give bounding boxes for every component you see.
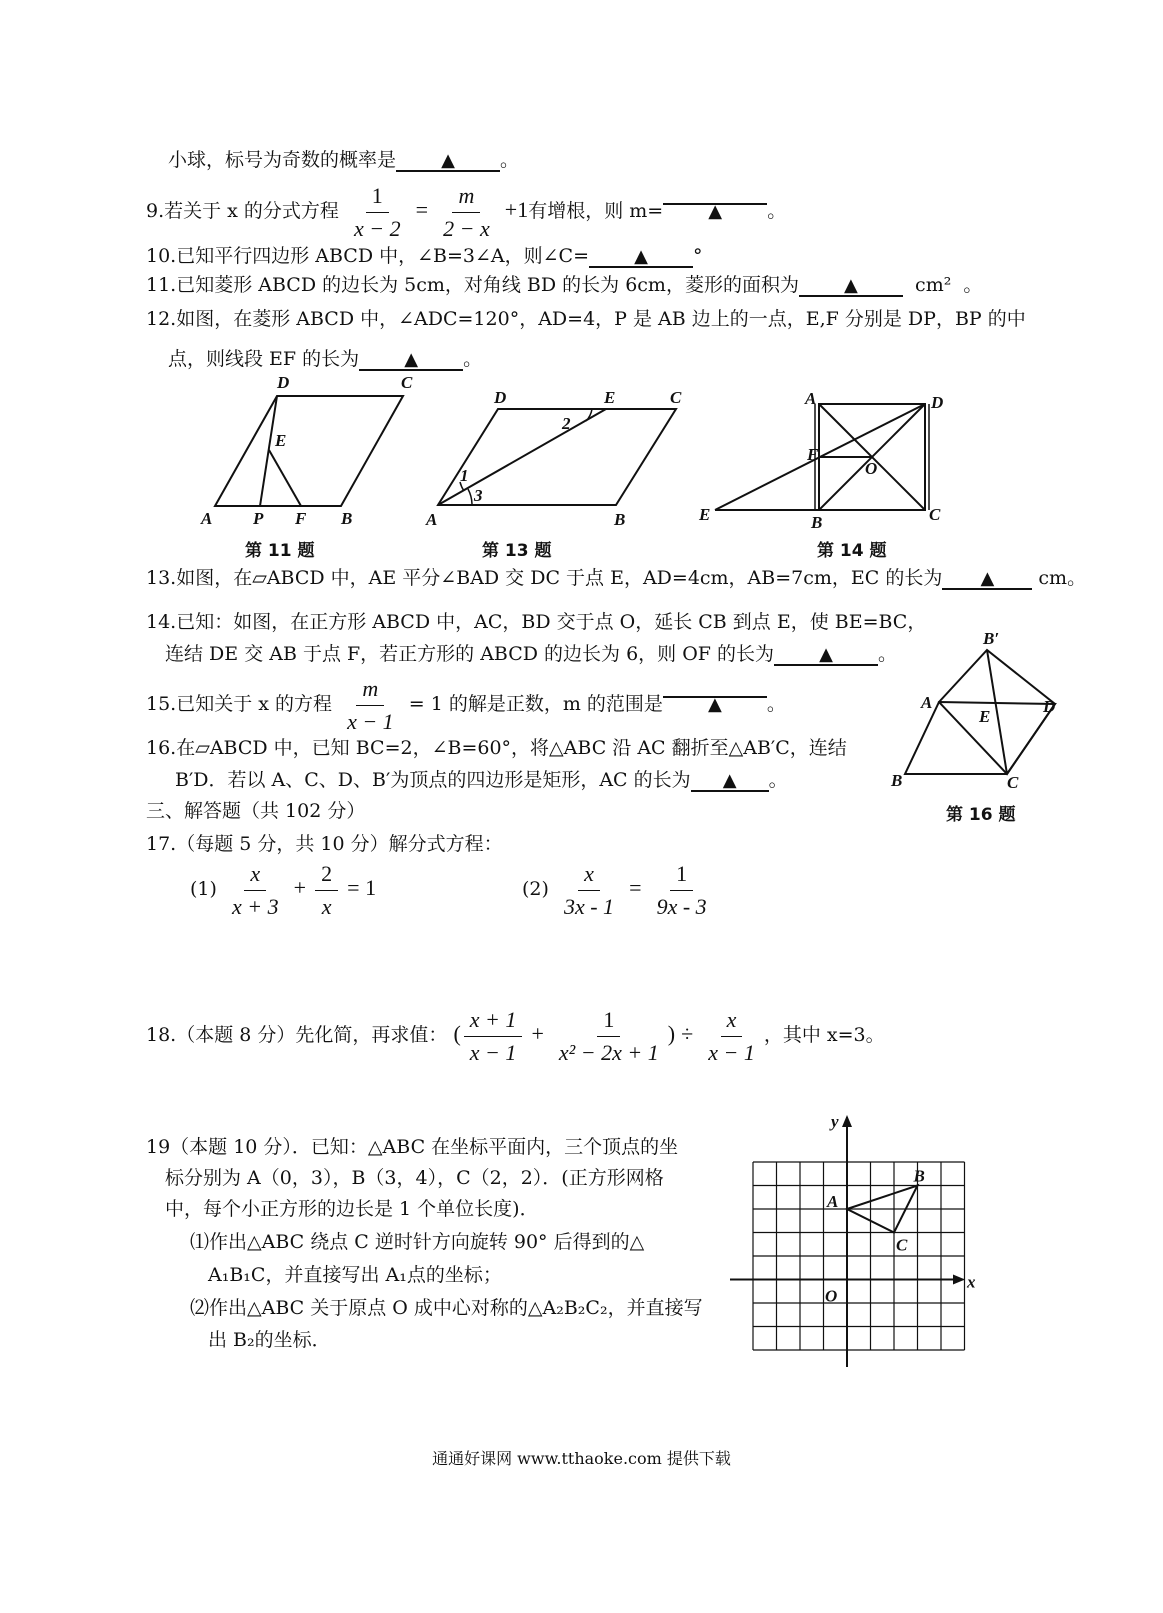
fraction: $\frac{m}{x - 1}$ xyxy=(347,675,394,734)
question-12-line2: 点，则线段 EF 的长为 ▲ 。 xyxy=(168,348,483,370)
caption-figure-16: 第 16 题 xyxy=(946,805,1016,825)
label-A: A xyxy=(426,510,438,529)
label-B: B xyxy=(811,513,823,532)
label-F: F xyxy=(807,445,819,464)
label-D: D xyxy=(931,393,944,412)
question-17-1: (1) $\frac{x}{x + 3}$ + $\frac{2}{x}$ = 1 xyxy=(190,860,377,919)
q8-continuation: 小球，标号为奇数的概率是 ▲ 。 xyxy=(168,149,520,171)
question-19-line1: 19（本题 10 分）．已知：△ABC 在坐标平面内，三个顶点的坐 xyxy=(146,1136,679,1158)
label-O: O xyxy=(825,1286,838,1306)
section-3-heading: 三、解答题（共 102 分） xyxy=(146,800,366,822)
answer-blank: ▲ xyxy=(663,181,767,205)
label-E: E xyxy=(979,707,991,726)
question-16-line1: 16.在▱ABCD 中，已知 BC=2，∠B=60°，将△ABC 沿 AC 翻折至△AB′C，连结 xyxy=(146,737,847,759)
question-19-part1-line1: ⑴作出△ABC 绕点 C 逆时针方向旋转 90° 后得到的△ xyxy=(190,1231,645,1253)
question-14-line1: 14.已知：如图，在正方形 ABCD 中，AC，BD 交于点 O，延长 CB 到点 E，使 BE=BC， xyxy=(146,611,927,633)
figure-11 xyxy=(195,372,425,532)
label-B: B xyxy=(913,1166,925,1186)
label-E: E xyxy=(275,431,287,450)
question-17: 17.（每题 5 分，共 10 分）解分式方程： xyxy=(146,833,503,855)
label-y: y xyxy=(831,1112,839,1131)
label-O: O xyxy=(865,459,878,478)
answer-blank: ▲ xyxy=(396,148,500,172)
question-18: 18.（本题 8 分）先化简，再求值： ( $\frac{x + 1}{x - 1}$ + $\frac{1}{\text{x² − 2x + 1}}$ ) ÷ $\frac{x}{x - 1}$ ，其中 x=3。 xyxy=(146,1006,885,1065)
label-B-prime: B′ xyxy=(983,629,1000,648)
label-B: B xyxy=(614,510,626,529)
question-19-part1-line2: A₁B₁C，并直接写出 A₁点的坐标； xyxy=(208,1264,502,1286)
label-A: A xyxy=(201,509,213,528)
label-P: P xyxy=(253,509,264,528)
caption-figure-13: 第 13 题 xyxy=(482,541,552,561)
label-D: D xyxy=(1043,697,1056,716)
label-D: D xyxy=(494,388,507,407)
fraction: $\frac{m}{2 - x}$ xyxy=(443,182,490,241)
label-E: E xyxy=(699,505,711,524)
question-15: 15.已知关于 x 的方程 $\frac{m}{x - 1}$ = 1 的解是正数，m 的范围是 ▲ 。 xyxy=(146,675,786,734)
question-11: 11.已知菱形 ABCD 的边长为 5cm，对角线 BD 的长为 6cm，菱形的面积为 ▲ cm² 。 xyxy=(146,274,983,296)
question-14-line2: 连结 DE 交 AB 于点 F，若正方形的 ABCD 的边长为 6，则 OF 的长为 ▲ 。 xyxy=(165,643,898,665)
question-12-line1: 12.如图，在菱形 ABCD 中，∠ADC=120°，AD=4，P 是 AB 边上的一点，E,F 分别是 DP，BP 的中 xyxy=(146,308,1026,330)
figure-13 xyxy=(420,385,700,535)
label-A: A xyxy=(921,693,933,712)
fraction: $\frac{1}{x - 2}$ xyxy=(353,182,401,241)
label-x: x xyxy=(967,1272,976,1292)
label-C: C xyxy=(896,1235,908,1255)
label-angle-1: 1 xyxy=(460,466,469,485)
label-angle-2: 2 xyxy=(562,414,571,433)
caption-figure-14: 第 14 题 xyxy=(817,541,887,561)
label-D: D xyxy=(277,373,290,392)
label-F: F xyxy=(295,509,307,528)
label-B: B xyxy=(341,509,353,528)
label-C: C xyxy=(1007,773,1019,792)
x-axis-arrow xyxy=(953,1275,965,1285)
question-17-2: (2) $\frac{x}{3x - 1}$ = $\frac{1}{9x - 3}$ xyxy=(522,860,707,919)
question-19-line2: 标分别为 A（0，3），B（3，4），C（2，2）．(正方形网格 xyxy=(165,1167,664,1189)
question-9: 9.若关于 x 的分式方程 $\frac{1}{x - 2}$ = $\frac{m}{2 - x}$ +1有增根，则 m= ▲ 。 xyxy=(146,182,787,241)
question-19-part2-line1: ⑵作出△ABC 关于原点 O 成中心对称的△A₂B₂C₂，并直接写 xyxy=(190,1297,703,1319)
figure-16 xyxy=(885,628,1070,793)
y-axis-arrow xyxy=(842,1115,852,1127)
page-footer: 通通好课网 www.tthaoke.com 提供下载 xyxy=(432,1449,731,1468)
label-A: A xyxy=(827,1192,839,1211)
question-19-part2-line2: 出 B₂的坐标． xyxy=(208,1329,331,1351)
label-C: C xyxy=(401,373,413,392)
question-19-line3: 中，每个小正方形的边长是 1 个单位长度)． xyxy=(165,1198,539,1220)
label-E: E xyxy=(604,388,616,407)
question-10: 10.已知平行四边形 ABCD 中，∠B=3∠A，则∠C= ▲ ° xyxy=(146,245,703,267)
figure-14 xyxy=(695,390,955,535)
figure-19-coordinate-grid xyxy=(725,1105,985,1375)
label-angle-3: 3 xyxy=(474,486,483,505)
caption-figure-11: 第 11 题 xyxy=(245,541,315,561)
question-13: 13.如图，在▱ABCD 中，AE 平分∠BAD 交 DC 于点 E，AD=4cm，AB=7cm，EC 的长为 ▲ cm。 xyxy=(146,567,1087,589)
question-16-line2: B′D．若以 A、C、D、B′为顶点的四边形是矩形，AC 的长为 ▲ 。 xyxy=(175,769,788,791)
label-C: C xyxy=(929,505,941,524)
label-A: A xyxy=(805,390,817,408)
label-B: B xyxy=(891,771,903,790)
label-C: C xyxy=(670,388,682,407)
